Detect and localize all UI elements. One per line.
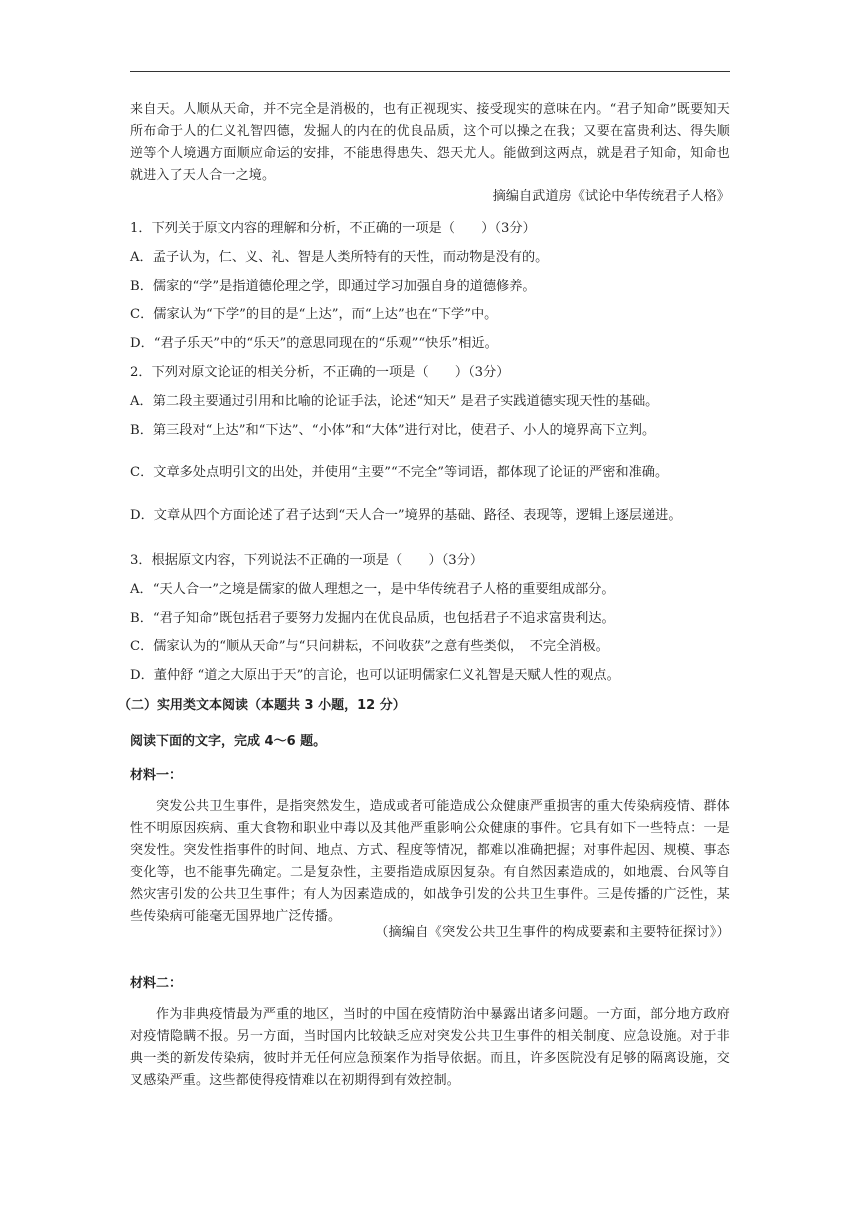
question-3-stem: 3．根据原文内容，下列说法不正确的一项是（ ）（3分） [130, 553, 484, 568]
question-3-option-b: B．“君子知命”既包括君子要努力发掘内在优良品质，也包括君子不追求富贵利达。 [130, 611, 615, 626]
question-2-stem: 2．下列对原文论证的相关分析，不正确的一项是（ ）（3分） [130, 365, 510, 380]
question-2-option-c: C．文章多处点明引文的出处，并使用“主要”“不完全”等词语，都体现了论证的严密和准确。 [130, 465, 669, 480]
reading-instruction: 阅读下面的文字，完成 4～6 题。 [130, 734, 327, 749]
question-1-option-c: C．儒家认为“下学”的目的是“上达”，而“上达”也在“下学”中。 [130, 307, 498, 322]
material-2-text: 作为非典疫情最为严重的地区，当时的中国在疫情防治中暴露出诸多问题。一方面，部分地方政府对疫情隐瞒不报。另一方面，当时国内比较缺乏应对突发公共卫生事件的相关制度、应急设施。对于非典一类的新发传染病，彼时并无任何应急预案作为指导依据。而且，许多医院没有足够的隔离设施，交叉感染严重。这些都使得疫情难以在初期得到有效控制。 [130, 1007, 730, 1088]
header-rule [130, 71, 730, 72]
section-2-title: （二）实用类文本阅读（本题共 3 小题，12 分） [118, 698, 406, 713]
material-1-source: （摘编自《突发公共卫生事件的构成要素和主要特征探讨》） [375, 925, 730, 940]
passage-source: 摘编自武道房《试论中华传统君子人格》 [492, 189, 730, 204]
material-1-text: 突发公共卫生事件，是指突然发生，造成或者可能造成公众健康严重损害的重大传染病疫情、群体性不明原因疾病、重大食物和职业中毒以及其他严重影响公众健康的事件。它具有如下一些特点：一是突发性。突发性指事件的时间、地点、方式、程度等情况，都难以准确把握；对事件起因、规模、事态变化等，也不能事先确定。二是复杂性，主要指造成原因复杂。有自然因素造成的，如地震、台风等自然灾害引发的公共卫生事件；有人为因素造成的，如战争引发的公共卫生事件。三是传播的广泛性，某些传染病可能毫无国界地广泛传播。 [130, 799, 730, 924]
question-1-option-d: D．“君子乐天”中的“乐天”的意思同现在的“乐观”“快乐”相近。 [130, 336, 498, 351]
question-1-option-a: A．孟子认为，仁、义、礼、智是人类所特有的天性，而动物是没有的。 [130, 250, 549, 265]
question-2-option-a: A．第二段主要通过引用和比喻的论证手法，论述“知天” 是君子实践道德实现天性的基础。 [130, 394, 659, 409]
question-3-option-d: D．董仲舒 “道之大原出于天”的言论，也可以证明儒家仁义礼智是天赋人性的观点。 [130, 668, 620, 683]
passage-paragraph: 来自天。人顺从天命，并不完全是消极的，也有正视现实、接受现实的意味在内。“君子知命”既要知天所布命于人的仁义礼智四德，发掘人的内在的优良品质，这个可以操之在我；又要在富贵利达、得失顺逆等个人境遇方面顺应命运的安排，不能患得患失、怨天尤人。能做到这两点，就是君子知命，知命也就进入了天人合一之境。 [130, 102, 730, 183]
question-2-option-b: B．第三段对“上达”和“下达”、“小体”和“大体”进行对比，使君子、小人的境界高下立判。 [130, 423, 656, 438]
question-1-option-b: B．儒家的“学”是指道德伦理之学，即通过学习加强自身的道德修养。 [130, 279, 536, 294]
question-1-stem: 1．下列关于原文内容的理解和分析，不正确的一项是（ ）（3分） [130, 221, 536, 236]
question-2-option-d: D．文章从四个方面论述了君子达到“天人合一”境界的基础、路径、表现等，逻辑上逐层递进。 [130, 508, 682, 523]
material-1-label: 材料一： [130, 768, 183, 783]
question-3-option-a: A．“天人合一”之境是儒家的做人理想之一，是中华传统君子人格的重要组成部分。 [130, 582, 615, 597]
material-2-label: 材料二： [130, 976, 183, 991]
question-3-option-c: C．儒家认为的“顺从天命”与“只问耕耘，不问收获”之意有些类似， 不完全消极。 [130, 639, 609, 654]
